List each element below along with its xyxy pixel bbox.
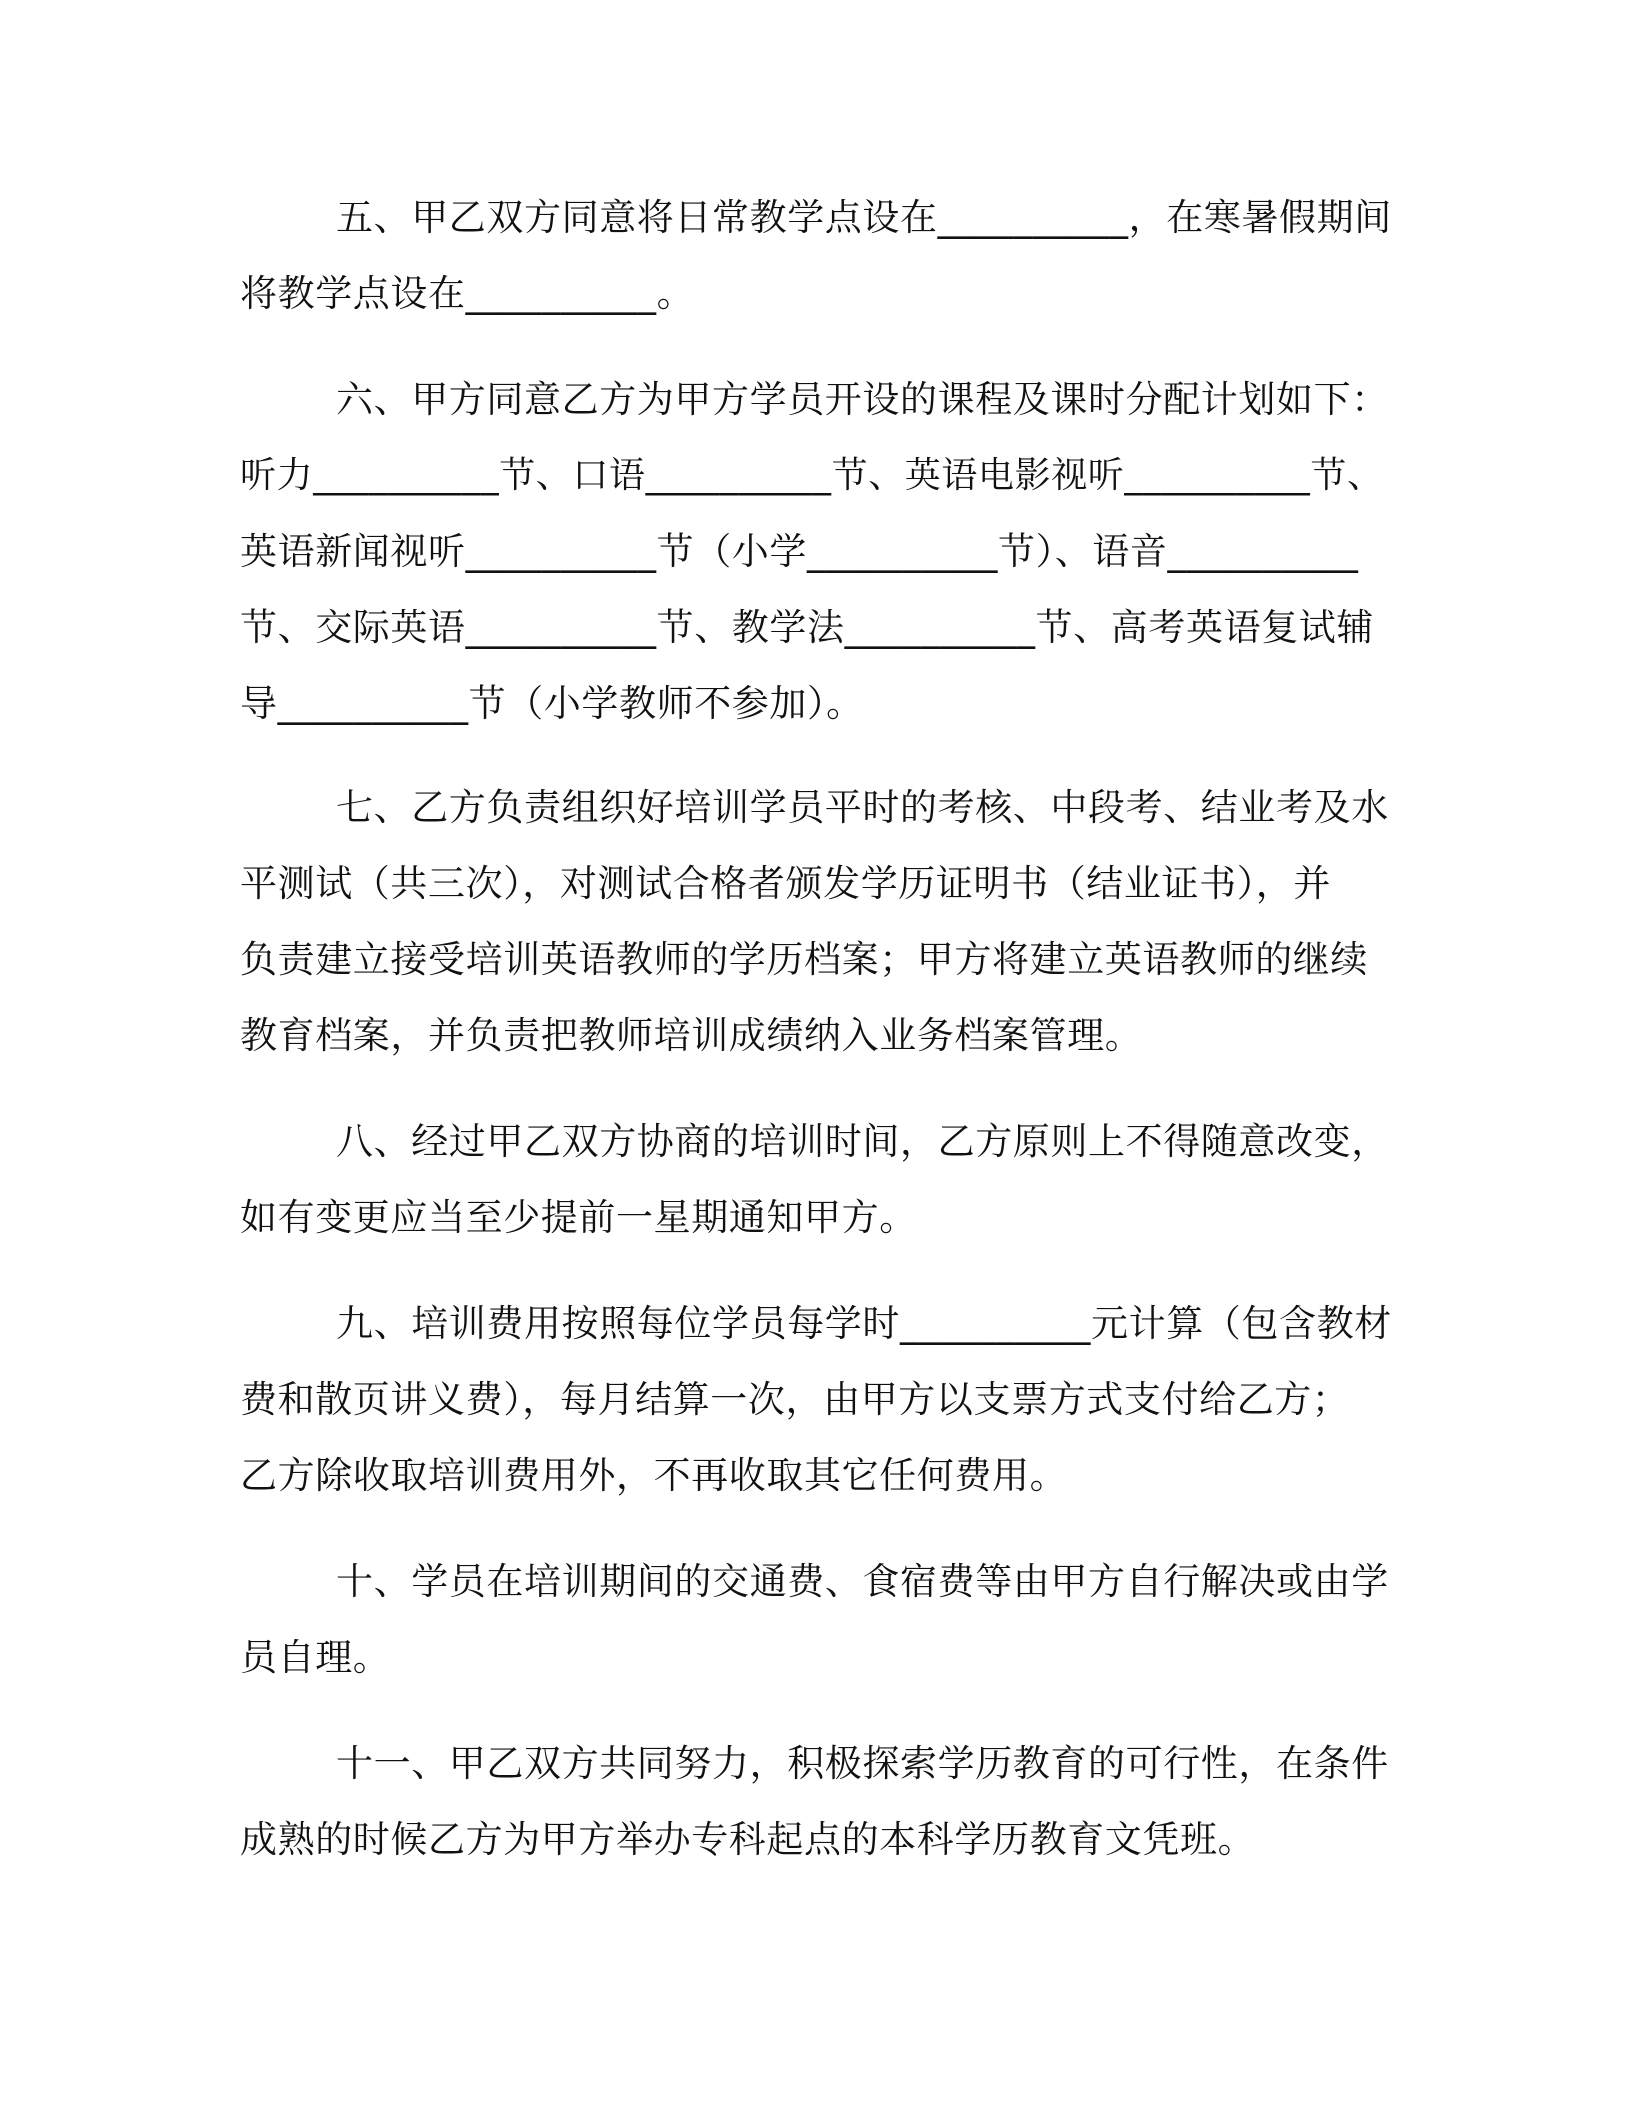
clause-seven-line-3: 负责建立接受培训英语教师的学历档案；甲方将建立英语教师的继续 [240,938,1368,981]
clause-seven-line-2: 平测试（共三次），对测试合格者颁发学历证明书（结业证书），并 [240,862,1331,905]
clause-five-line-1: 五、甲乙双方同意将日常教学点设在__________，在寒暑假期间 [336,196,1392,239]
clause-six-line-4: 节、交际英语__________节、教学法__________节、高考英语复试辅 [240,606,1374,649]
clause-six-line-2: 听力__________节、口语__________节、英语电影视听__________节、 [240,455,1384,496]
clause-six-line-3: 英语新闻视听__________节（小学__________节）、语音__________ [240,530,1359,573]
clause-eleven-line-1: 十一、甲乙双方共同努力，积极探索学历教育的可行性，在条件 [336,1742,1389,1785]
clause-eight-line-1: 八、经过甲乙双方协商的培训时间，乙方原则上不得随意改变， [336,1120,1389,1163]
clause-nine-line-1: 九、培训费用按照每位学员每学时__________元计算（包含教材 [336,1302,1392,1345]
clause-nine-line-3: 乙方除收取培训费用外，不再收取其它任何费用。 [240,1454,1068,1497]
clause-eleven-line-2: 成熟的时候乙方为甲方举办专科起点的本科学历教育文凭班。 [240,1818,1256,1861]
clause-seven-line-4: 教育档案，并负责把教师培训成绩纳入业务档案管理。 [240,1014,1143,1057]
clause-six-line-5: 导__________节（小学教师不参加）。 [240,682,864,725]
clause-five-line-2: 将教学点设在__________。 [240,272,695,315]
clause-seven-line-1: 七、乙方负责组织好培训学员平时的考核、中段考、结业考及水 [336,786,1389,829]
clause-eight-line-2: 如有变更应当至少提前一星期通知甲方。 [240,1196,917,1239]
clause-six-line-1: 六、甲方同意乙方为甲方学员开设的课程及课时分配计划如下： [336,378,1389,421]
clause-ten-line-2: 员自理。 [240,1636,391,1679]
clause-nine-line-2: 费和散页讲义费），每月结算一次，由甲方以支票方式支付给乙方； [240,1378,1350,1421]
clause-ten-line-1: 十、学员在培训期间的交通费、食宿费等由甲方自行解决或由学 [336,1560,1389,1603]
